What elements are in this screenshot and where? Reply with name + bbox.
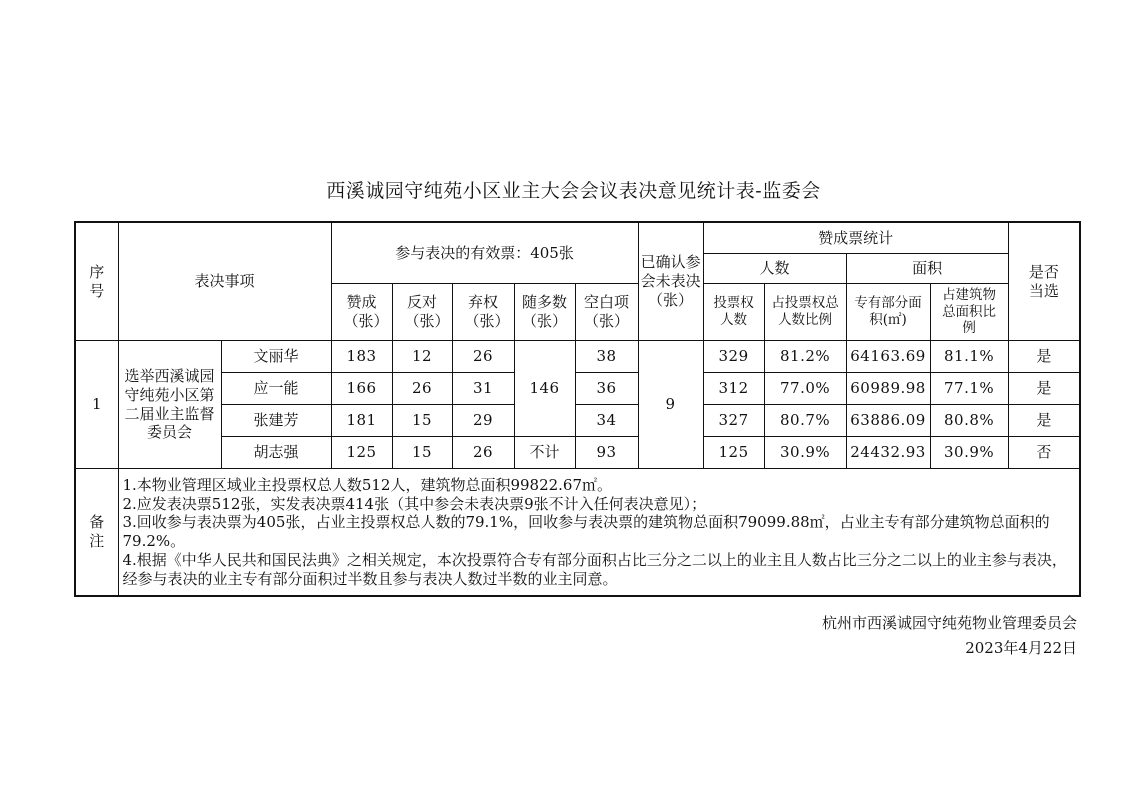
table-row bbox=[75, 341, 1080, 373]
exclusive-area: 24432.93 bbox=[846, 437, 930, 469]
area-ratio: 80.8% bbox=[930, 405, 1008, 437]
header-voters: 投票权人数 bbox=[703, 284, 764, 341]
exclusive-area: 60989.98 bbox=[846, 373, 930, 405]
header-approve: 赞成（张） bbox=[331, 284, 392, 341]
abstain-count: 29 bbox=[452, 405, 514, 437]
blank-count: 38 bbox=[575, 341, 638, 373]
note-line: 4.根据《中华人民共和国民法典》之相关规定，本次投票符合专有部分面积占比三分之二以上的业主且人数占比三分之二以上的业主参与表决，经参与表决的业主专有部分面积过半数且参与表决人数过半数的业主同意。 bbox=[122, 550, 1067, 588]
notes-content bbox=[118, 469, 1080, 597]
abstain-count: 26 bbox=[452, 437, 514, 469]
elected-result: 是 bbox=[1008, 405, 1080, 437]
table-row bbox=[75, 437, 1080, 469]
voters-count: 125 bbox=[703, 437, 764, 469]
header-follow-majority: 随多数（张） bbox=[514, 284, 575, 341]
oppose-count: 15 bbox=[392, 437, 452, 469]
area-ratio: 30.9% bbox=[930, 437, 1008, 469]
header-approve-stats: 赞成票统计 bbox=[703, 222, 1008, 254]
header-abstain: 弃权（张） bbox=[452, 284, 514, 341]
header-blank: 空白项（张） bbox=[575, 284, 638, 341]
voter-ratio: 80.7% bbox=[764, 405, 846, 437]
voters-count: 329 bbox=[703, 341, 764, 373]
header-people: 人数 bbox=[703, 254, 846, 284]
approve-count: 166 bbox=[331, 373, 392, 405]
note-line: 2.应发表决票512张，实发表决票414张（其中参会未表决票9张不计入任何表决意见）； bbox=[122, 494, 707, 513]
voter-ratio: 77.0% bbox=[764, 373, 846, 405]
header-area: 面积 bbox=[846, 254, 1008, 284]
blank-count: 34 bbox=[575, 405, 638, 437]
elected-result: 是 bbox=[1008, 373, 1080, 405]
confirmed-absent-count: 9 bbox=[638, 341, 703, 469]
header-oppose: 反对（张） bbox=[392, 284, 452, 341]
oppose-count: 15 bbox=[392, 405, 452, 437]
oppose-count: 26 bbox=[392, 373, 452, 405]
follow-majority-count: 不计 bbox=[514, 437, 575, 469]
elected-result: 是 bbox=[1008, 341, 1080, 373]
abstain-count: 31 bbox=[452, 373, 514, 405]
voter-ratio: 30.9% bbox=[764, 437, 846, 469]
voters-count: 312 bbox=[703, 373, 764, 405]
elected-result: 否 bbox=[1008, 437, 1080, 469]
voter-ratio: 81.2% bbox=[764, 341, 846, 373]
footer-organization: 杭州市西溪诚园守纯苑物业管理委员会 bbox=[821, 614, 1077, 632]
item-seq: 1 bbox=[75, 341, 118, 469]
note-line: 3.回收参与表决票为405张，占业主投票权总人数的79.1%，回收参与表决票的建筑物总面积79099.88㎡，占业主专有部分建筑物总面积的79.2%。 bbox=[122, 513, 1050, 550]
header-matter: 表决事项 bbox=[118, 222, 331, 341]
header-area-ratio: 占建筑物总面积比例 bbox=[930, 284, 1008, 341]
exclusive-area: 63886.09 bbox=[846, 405, 930, 437]
candidate-name: 胡志强 bbox=[221, 437, 331, 469]
notes-label: 备注 bbox=[75, 469, 118, 597]
header-elected: 是否当选 bbox=[1008, 222, 1080, 341]
item-matter: 选举西溪诚园守纯苑小区第二届业主监督委员会 bbox=[118, 341, 221, 469]
oppose-count: 12 bbox=[392, 341, 452, 373]
header-exclusive-area: 专有部分面积(㎡) bbox=[846, 284, 930, 341]
candidate-name: 张建芳 bbox=[221, 405, 331, 437]
voters-count: 327 bbox=[703, 405, 764, 437]
approve-count: 181 bbox=[331, 405, 392, 437]
header-voter-ratio: 占投票权总人数比例 bbox=[764, 284, 846, 341]
notes-row bbox=[75, 469, 1080, 597]
footer-date: 2023年4月22日 bbox=[965, 639, 1077, 657]
table-row bbox=[75, 373, 1080, 405]
approve-count: 183 bbox=[331, 341, 392, 373]
header-seq: 序号 bbox=[75, 222, 118, 341]
header-confirmed-absent: 已确认参会未表决（张） bbox=[638, 222, 703, 341]
page-title: 西溪诚园守纯苑小区业主大会会议表决意见统计表-监委会 bbox=[326, 180, 821, 202]
vote-statistics-table bbox=[74, 221, 1081, 597]
area-ratio: 77.1% bbox=[930, 373, 1008, 405]
blank-count: 36 bbox=[575, 373, 638, 405]
exclusive-area: 64163.69 bbox=[846, 341, 930, 373]
approve-count: 125 bbox=[331, 437, 392, 469]
area-ratio: 81.1% bbox=[930, 341, 1008, 373]
candidate-name: 文丽华 bbox=[221, 341, 331, 373]
blank-count: 93 bbox=[575, 437, 638, 469]
follow-majority-count: 146 bbox=[514, 341, 575, 437]
abstain-count: 26 bbox=[452, 341, 514, 373]
candidate-name: 应一能 bbox=[221, 373, 331, 405]
table-row bbox=[75, 405, 1080, 437]
header-valid-votes: 参与表决的有效票：405张 bbox=[331, 222, 638, 284]
note-line: 1.本物业管理区域业主投票权总人数512人，建筑物总面积99822.67㎡。 bbox=[122, 475, 613, 494]
